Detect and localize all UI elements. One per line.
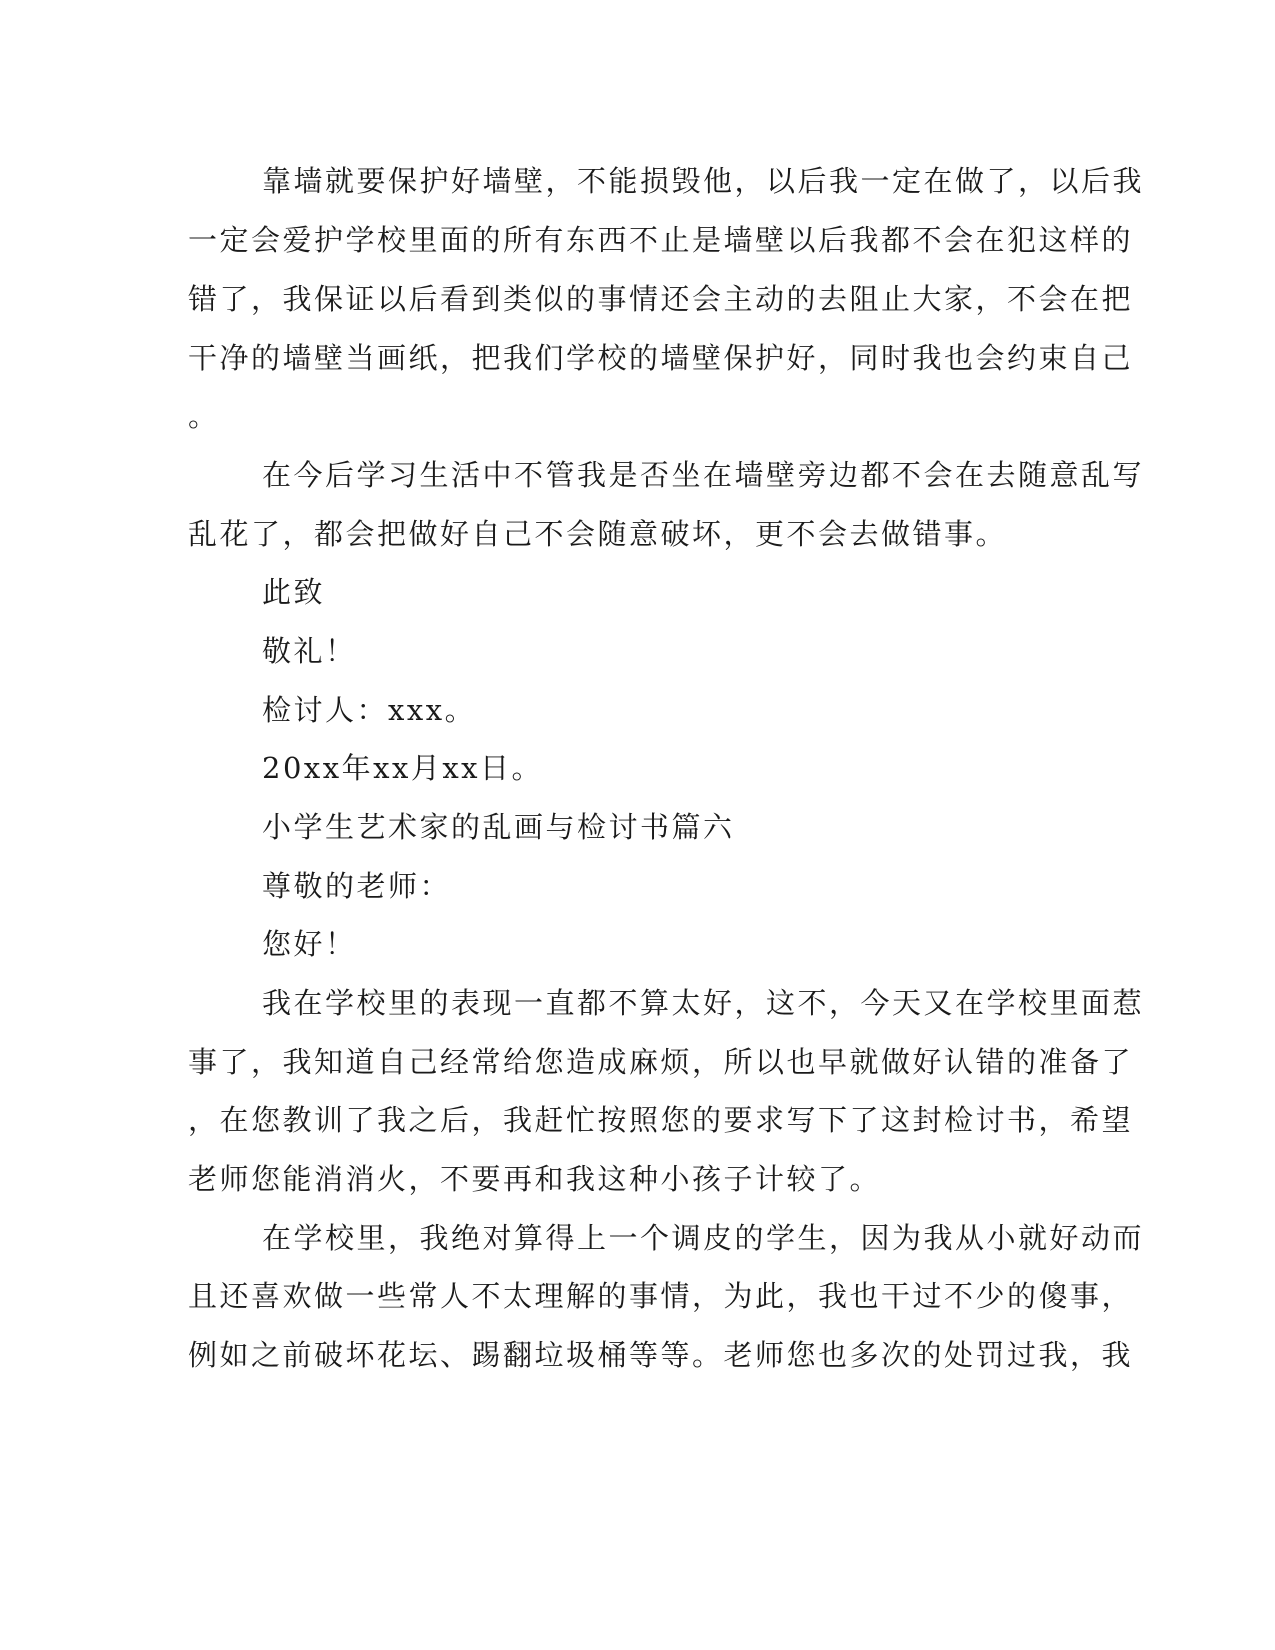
paragraph-line: 在学校里，我绝对算得上一个调皮的学生，因为我从小就好动而: [262, 1221, 1145, 1255]
paragraph-line: 事了，我知道自己经常给您造成麻烦，所以也早就做好认错的准备了: [188, 1045, 1134, 1079]
paragraph-line: 且还喜欢做一些常人不太理解的事情，为此，我也干过不少的傻事，: [188, 1279, 1134, 1313]
paragraph-line: 干净的墙壁当画纸，把我们学校的墙壁保护好，同时我也会约束自己: [188, 341, 1134, 375]
paragraph-line: 老师您能消消火，不要再和我这种小孩子计较了。: [188, 1162, 882, 1196]
paragraph-line: 我在学校里的表现一直都不算太好，这不，今天又在学校里面惹: [262, 986, 1145, 1020]
paragraph-line: 乱花了，都会把做好自己不会随意破坏，更不会去做错事。: [188, 517, 1008, 551]
paragraph-line: 。: [188, 399, 220, 433]
paragraph-line: 一定会爱护学校里面的所有东西不止是墙壁以后我都不会在犯这样的: [188, 223, 1134, 257]
date-line: 20xx年xx月xx日。: [262, 751, 544, 785]
greeting-recipient: 尊敬的老师：: [262, 869, 452, 903]
paragraph-line: ，在您教训了我之后，我赶忙按照您的要求写下了这封检讨书，希望: [188, 1103, 1134, 1137]
paragraph-line: 靠墙就要保护好墙壁，不能损毁他，以后我一定在做了，以后我: [262, 164, 1145, 198]
section-title: 小学生艺术家的乱画与检讨书篇六: [262, 810, 735, 844]
closing-salutation: 此致: [262, 575, 326, 609]
paragraph-line: 错了，我保证以后看到类似的事情还会主动的去阻止大家，不会在把: [188, 282, 1134, 316]
closing-regards: 敬礼！: [262, 634, 357, 668]
paragraph-line: 在今后学习生活中不管我是否坐在墙壁旁边都不会在去随意乱写: [262, 458, 1145, 492]
signatory: 检讨人：xxx。: [262, 693, 477, 727]
paragraph-line: 例如之前破坏花坛、踢翻垃圾桶等等。老师您也多次的处罚过我，我: [188, 1338, 1134, 1372]
greeting: 您好！: [262, 927, 357, 961]
